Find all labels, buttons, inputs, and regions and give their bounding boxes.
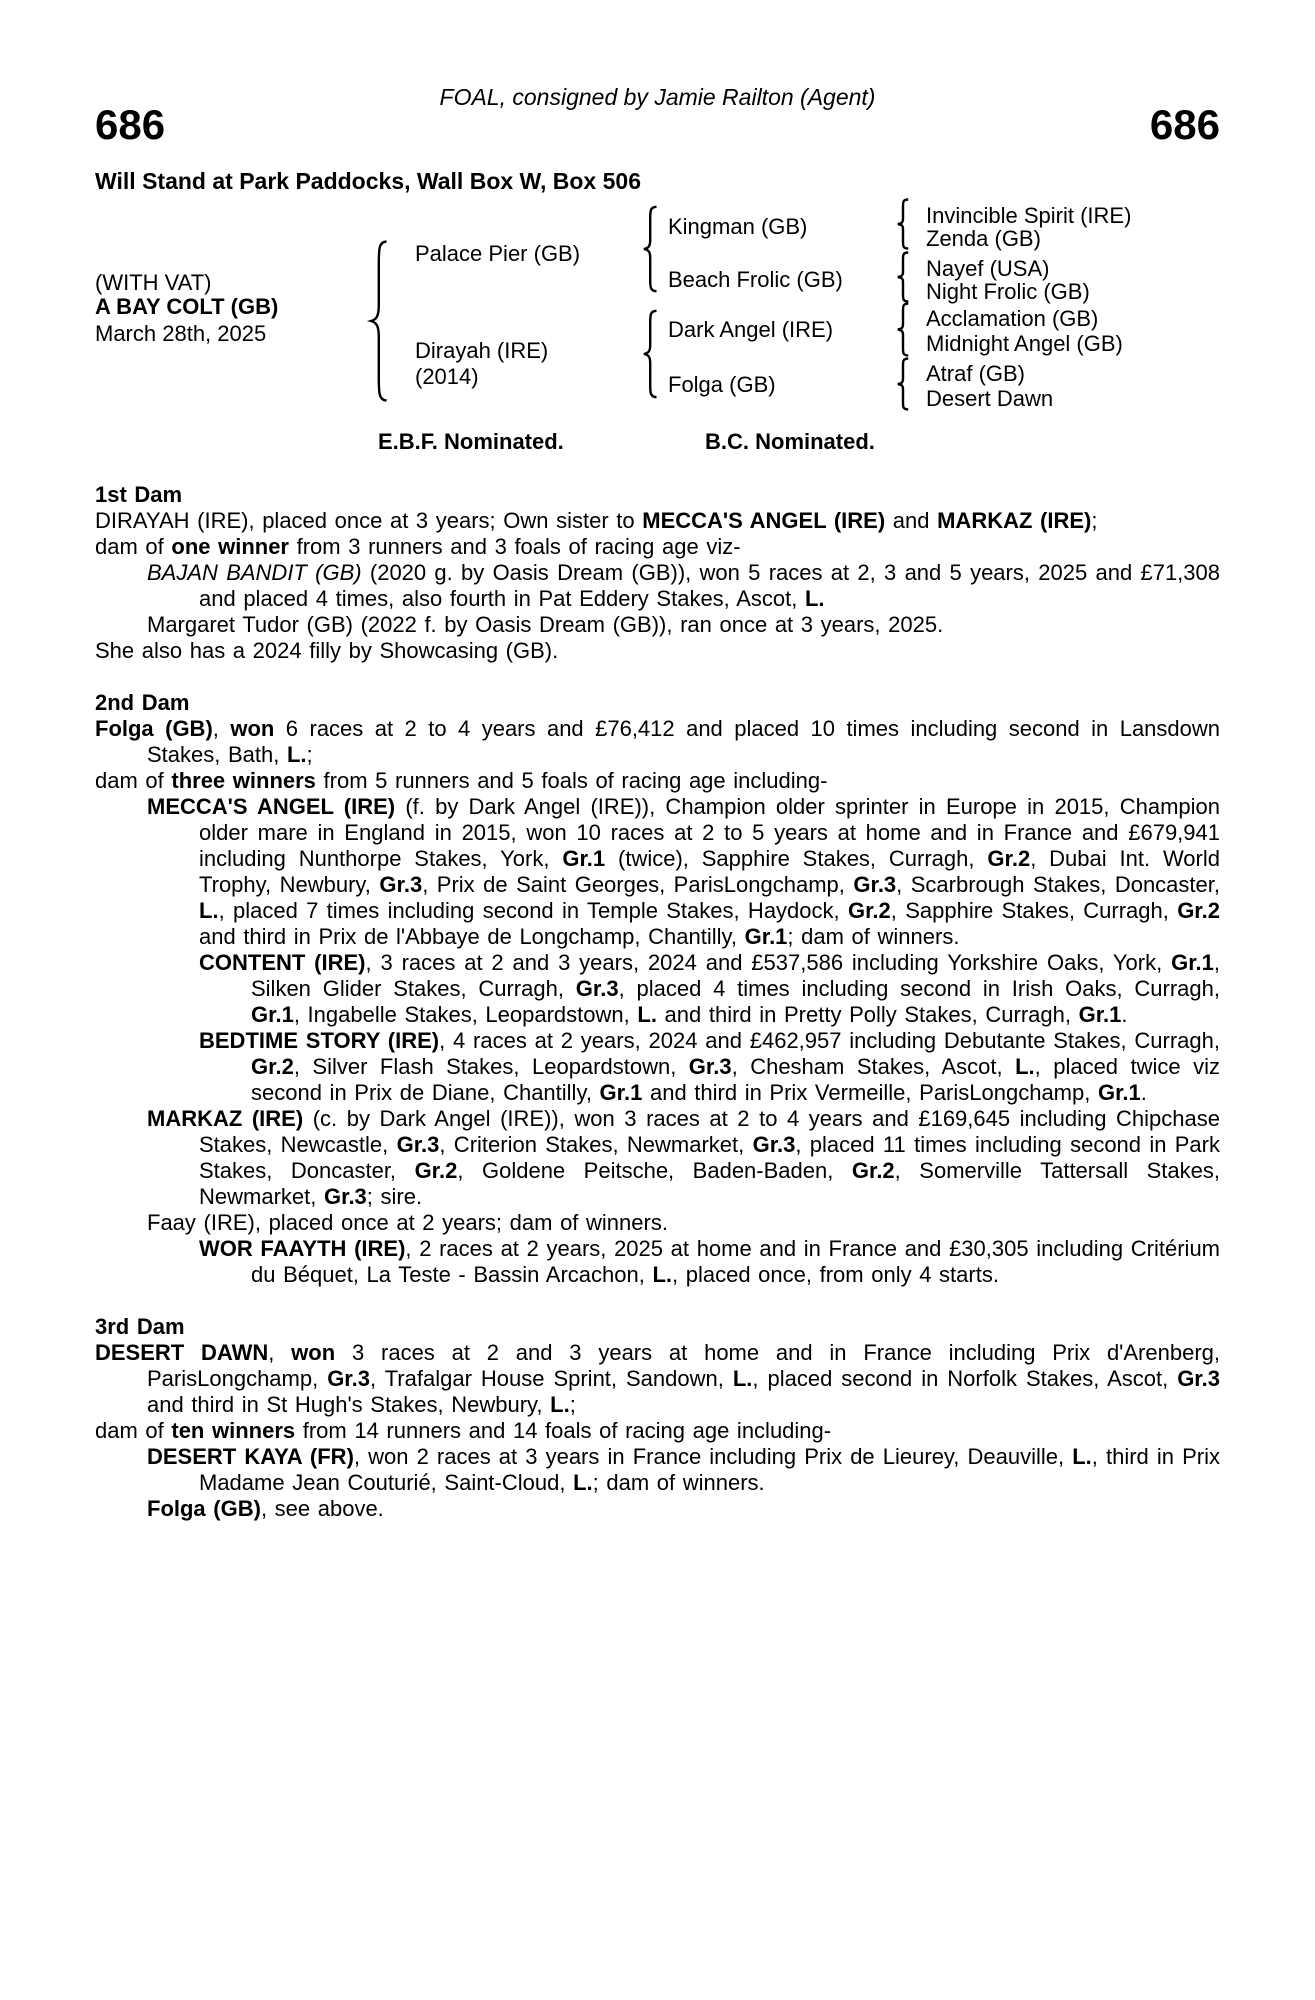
text-segment: dam of xyxy=(95,768,172,793)
text-segment: , xyxy=(268,1340,292,1365)
text-segment: WOR FAAYTH (IRE) xyxy=(199,1236,406,1261)
text-segment: Gr.3 xyxy=(396,1132,440,1157)
pedigree-brace xyxy=(897,252,912,302)
pedigree-paragraph xyxy=(95,1340,1220,1418)
text-segment: ; xyxy=(1091,508,1098,533)
pedigree-brace xyxy=(897,199,912,249)
text-segment: (c. by Dark Angel (IRE)), won 3 races at 2 to 4 years and £169,645 including Chipchase Stakes, Newcastle, xyxy=(199,1106,1220,1157)
pedigree-gen3-name: Desert Dawn xyxy=(926,386,1054,411)
text-segment: and third in Prix Vermeille, ParisLongchamp, xyxy=(642,1080,1098,1105)
vat-note: (WITH VAT) xyxy=(95,270,212,295)
text-segment: . xyxy=(1121,1002,1128,1027)
text-segment: Gr.3 xyxy=(323,1184,367,1209)
pedigree-table xyxy=(0,0,1315,460)
text-segment: Gr.2 xyxy=(414,1158,458,1183)
pedigree-paragraph xyxy=(95,508,1220,534)
text-segment: MECCA'S ANGEL (IRE) xyxy=(642,508,886,533)
text-segment: L. xyxy=(573,1470,593,1495)
pedigree-sire: Palace Pier (GB) xyxy=(415,241,581,266)
pedigree-gen3-name: Night Frolic (GB) xyxy=(926,279,1090,304)
text-segment: , Prix de Saint Georges, ParisLongchamp, xyxy=(422,872,854,897)
pedigree-paragraph xyxy=(95,1418,1220,1444)
lot-number-left: 686 xyxy=(95,101,166,148)
text-segment: L. xyxy=(637,1002,657,1027)
pedigree-paragraph xyxy=(95,716,1220,768)
text-segment: (twice), Sapphire Stakes, Curragh, xyxy=(605,846,988,871)
text-segment: , Silken Glider Stakes, Curragh, xyxy=(251,950,1221,1001)
text-segment: Gr.1 xyxy=(599,1080,643,1105)
text-segment: , 4 races at 2 years, 2024 and £462,957 including Debutante Stakes, Curragh, xyxy=(439,1028,1220,1053)
text-segment: , xyxy=(212,716,231,741)
text-segment: , Chesham Stakes, Ascot, xyxy=(731,1054,1016,1079)
text-segment: , third in Prix Madame Jean Couturié, Saint-Cloud, xyxy=(199,1444,1220,1495)
text-segment: Gr.2 xyxy=(851,1158,895,1183)
text-segment: , Trafalgar House Sprint, Sandown, xyxy=(370,1366,733,1391)
text-segment: from 3 runners and 3 foals of racing age viz- xyxy=(289,534,741,559)
text-segment: and third in Prix de l'Abbaye de Longchamp, Chantilly, xyxy=(199,924,745,949)
text-segment: MARKAZ (IRE) xyxy=(147,1106,304,1131)
text-segment: , Dubai Int. World Trophy, Newbury, xyxy=(199,846,1220,897)
text-segment: , placed once, from only 4 starts. xyxy=(672,1262,999,1287)
text-segment: Gr.3 xyxy=(327,1366,370,1391)
section-heading: 3rd Dam xyxy=(95,1314,185,1339)
text-segment: , placed 4 times including second in Irish Oaks, Curragh, xyxy=(618,976,1220,1001)
text-segment: (2020 g. by Oasis Dream (GB)), won 5 races at 2, 3 and 5 years, 2025 and £71,308 and placed 4 times, also fourth in Pat Eddery Stakes, Ascot, xyxy=(199,560,1220,611)
text-segment: Gr.1 xyxy=(562,846,606,871)
text-segment: won xyxy=(230,716,275,741)
text-segment: , Criterion Stakes, Newmarket, xyxy=(439,1132,753,1157)
text-segment: , Somerville Tattersall Stakes, Newmarket, xyxy=(199,1158,1221,1209)
text-segment: Gr.3 xyxy=(1177,1366,1220,1391)
pedigree-paragraph xyxy=(95,1496,1220,1522)
dam-sections xyxy=(95,482,1220,1522)
text-segment: Gr.3 xyxy=(379,872,423,897)
text-segment: (f. by Dark Angel (IRE)), Champion older sprinter in Europe in 2015, Champion older mare in England in 2015, won 10 races at 2 to 5 years at home and in France and £679,941 including Nunthorpe Stakes, York, xyxy=(199,794,1220,871)
pedigree-dams-sire: Dark Angel (IRE) xyxy=(668,317,834,342)
pedigree-brace xyxy=(897,358,912,410)
pedigree-sires-sire: Kingman (GB) xyxy=(668,214,808,239)
text-segment: ; sire. xyxy=(366,1184,423,1209)
text-segment: L. xyxy=(804,586,825,611)
text-segment: , Silver Flash Stakes, Leopardstown, xyxy=(293,1054,689,1079)
text-segment: Margaret Tudor (GB) (2022 f. by Oasis Dream (GB)), ran once at 3 years, 2025. xyxy=(147,612,944,637)
section-heading: 1st Dam xyxy=(95,482,183,507)
text-segment: Gr.2 xyxy=(987,846,1031,871)
text-segment: L. xyxy=(1015,1054,1035,1079)
pedigree-paragraph xyxy=(95,1210,1220,1236)
text-segment: dam of xyxy=(95,534,172,559)
text-segment: and xyxy=(885,508,938,533)
text-segment: She also has a 2024 filly by Showcasing (GB). xyxy=(95,638,559,663)
pedigree-gen3-name: Acclamation (GB) xyxy=(926,306,1099,331)
horse-name: A BAY COLT (GB) xyxy=(95,294,279,319)
text-segment: won xyxy=(291,1340,336,1365)
pedigree-paragraph xyxy=(95,1236,1220,1288)
pedigree-paragraph xyxy=(95,534,1220,560)
text-segment: L. xyxy=(732,1366,753,1391)
pedigree-paragraph xyxy=(95,1106,1220,1210)
text-segment: ; xyxy=(569,1392,576,1417)
pedigree-gen3-name: Midnight Angel (GB) xyxy=(926,331,1123,356)
text-segment: , won 2 races at 3 years in France including Prix de Lieurey, Deauville, xyxy=(353,1444,1073,1469)
section-heading: 2nd Dam xyxy=(95,690,190,715)
pedigree-dams-dam: Folga (GB) xyxy=(668,372,776,397)
text-segment: and third in St Hugh's Stakes, Newbury, xyxy=(147,1392,551,1417)
text-segment: Gr.1 xyxy=(1171,950,1214,975)
pedigree-dam: Dirayah (IRE) xyxy=(415,338,549,363)
text-segment: L. xyxy=(652,1262,673,1287)
text-segment: , Goldene Peitsche, Baden-Baden, xyxy=(457,1158,852,1183)
text-segment: from 14 runners and 14 foals of racing age including- xyxy=(295,1418,832,1443)
text-segment: , placed second in Norfolk Stakes, Ascot, xyxy=(752,1366,1178,1391)
text-segment: Gr.1 xyxy=(251,1002,294,1027)
foaling-date: March 28th, 2025 xyxy=(95,321,267,346)
pedigree-paragraph xyxy=(95,638,1220,664)
pedigree-paragraph xyxy=(95,612,1220,638)
text-segment: , Sapphire Stakes, Curragh, xyxy=(890,898,1178,923)
text-segment: Gr.2 xyxy=(847,898,891,923)
text-segment: Gr.3 xyxy=(575,976,619,1001)
text-segment: Faay (IRE), placed once at 2 years; dam of winners. xyxy=(147,1210,668,1235)
pedigree-paragraph xyxy=(95,1444,1220,1496)
text-segment: CONTENT (IRE) xyxy=(199,950,366,975)
lot-number-right: 686 xyxy=(1149,101,1220,148)
text-segment: 3 races at 2 and 3 years at home and in France including Prix d'Arenberg, ParisLongchamp, xyxy=(147,1340,1220,1391)
text-segment: ; dam of winners. xyxy=(787,924,960,949)
bc-nomination: B.C. Nominated. xyxy=(705,429,875,454)
text-segment: Gr.1 xyxy=(1078,1002,1122,1027)
text-segment: Gr.3 xyxy=(853,872,897,897)
text-segment: DESERT KAYA (FR) xyxy=(147,1444,354,1469)
pedigree-brace xyxy=(643,310,661,398)
text-segment: , placed 7 times including second in Temple Stakes, Haydock, xyxy=(218,898,848,923)
text-segment: , 3 races at 2 and 3 years, 2024 and £537,586 including Yorkshire Oaks, York, xyxy=(365,950,1172,975)
text-segment: ; xyxy=(306,742,313,767)
text-segment: BAJAN BANDIT (GB) xyxy=(147,560,362,585)
text-segment: DIRAYAH (IRE), placed once at 3 years; Own sister to xyxy=(95,508,643,533)
pedigree-dam-year: (2014) xyxy=(415,364,479,389)
pedigree-sires-dam: Beach Frolic (GB) xyxy=(668,267,843,292)
text-segment: L. xyxy=(1072,1444,1092,1469)
pedigree-gen3-name: Zenda (GB) xyxy=(926,226,1041,251)
text-segment: Gr.2 xyxy=(1177,898,1220,923)
text-segment: L. xyxy=(550,1392,570,1417)
pedigree-gen3-name: Invincible Spirit (IRE) xyxy=(926,203,1132,228)
text-segment: Gr.1 xyxy=(1097,1080,1141,1105)
text-segment: Gr.1 xyxy=(744,924,788,949)
text-segment: , 2 races at 2 years, 2025 at home and in France and £30,305 including Critérium du Béquet, La Teste - Bassin Arcachon, xyxy=(251,1236,1221,1287)
text-segment: and third in Pretty Polly Stakes, Curragh, xyxy=(656,1002,1079,1027)
text-segment: Folga (GB) xyxy=(147,1496,261,1521)
text-segment: 6 races at 2 to 4 years and £76,412 and placed 10 times including second in Lansdown Stakes, Bath, xyxy=(147,716,1221,767)
text-segment: one winner xyxy=(171,534,289,559)
text-segment: Gr.3 xyxy=(688,1054,732,1079)
pedigree-gen3-name: Nayef (USA) xyxy=(926,256,1050,281)
text-segment: MARKAZ (IRE) xyxy=(937,508,1092,533)
pedigree-brace xyxy=(643,206,661,292)
text-segment: from 5 runners and 5 foals of racing age including- xyxy=(315,768,828,793)
text-segment: dam of xyxy=(95,1418,172,1443)
pedigree-brace xyxy=(370,240,392,402)
text-segment: , placed twice viz second in Prix de Diane, Chantilly, xyxy=(251,1054,1220,1105)
pedigree-paragraph xyxy=(95,1028,1220,1106)
pedigree-brace xyxy=(897,303,912,356)
text-segment: , placed 11 times including second in Park Stakes, Doncaster, xyxy=(199,1132,1220,1183)
consignment-line: FOAL, consigned by Jamie Railton (Agent) xyxy=(439,84,876,110)
text-segment: Gr.2 xyxy=(251,1054,294,1079)
pedigree-paragraph xyxy=(95,560,1220,612)
text-segment: three winners xyxy=(171,768,316,793)
pedigree-paragraph xyxy=(95,950,1220,1028)
text-segment: L. xyxy=(286,742,307,767)
text-segment: MECCA'S ANGEL (IRE) xyxy=(147,794,396,819)
text-segment: BEDTIME STORY (IRE) xyxy=(199,1028,440,1053)
text-segment: Gr.3 xyxy=(752,1132,796,1157)
text-segment: ten winners xyxy=(171,1418,296,1443)
text-segment: L. xyxy=(199,898,219,923)
pedigree-paragraph xyxy=(95,768,1220,794)
text-segment: , see above. xyxy=(260,1496,384,1521)
pedigree-paragraph xyxy=(95,794,1220,950)
text-segment: . xyxy=(1140,1080,1147,1105)
stand-location-note: Will Stand at Park Paddocks, Wall Box W, Box 506 xyxy=(95,168,641,194)
text-segment: DESERT DAWN xyxy=(95,1340,269,1365)
text-segment: ; dam of winners. xyxy=(592,1470,765,1495)
text-segment: , Ingabelle Stakes, Leopardstown, xyxy=(293,1002,638,1027)
text-segment: , Scarbrough Stakes, Doncaster, xyxy=(896,872,1220,897)
text-segment: Folga (GB) xyxy=(95,716,213,741)
ebf-nomination: E.B.F. Nominated. xyxy=(378,429,564,454)
pedigree-gen3-name: Atraf (GB) xyxy=(926,361,1026,386)
